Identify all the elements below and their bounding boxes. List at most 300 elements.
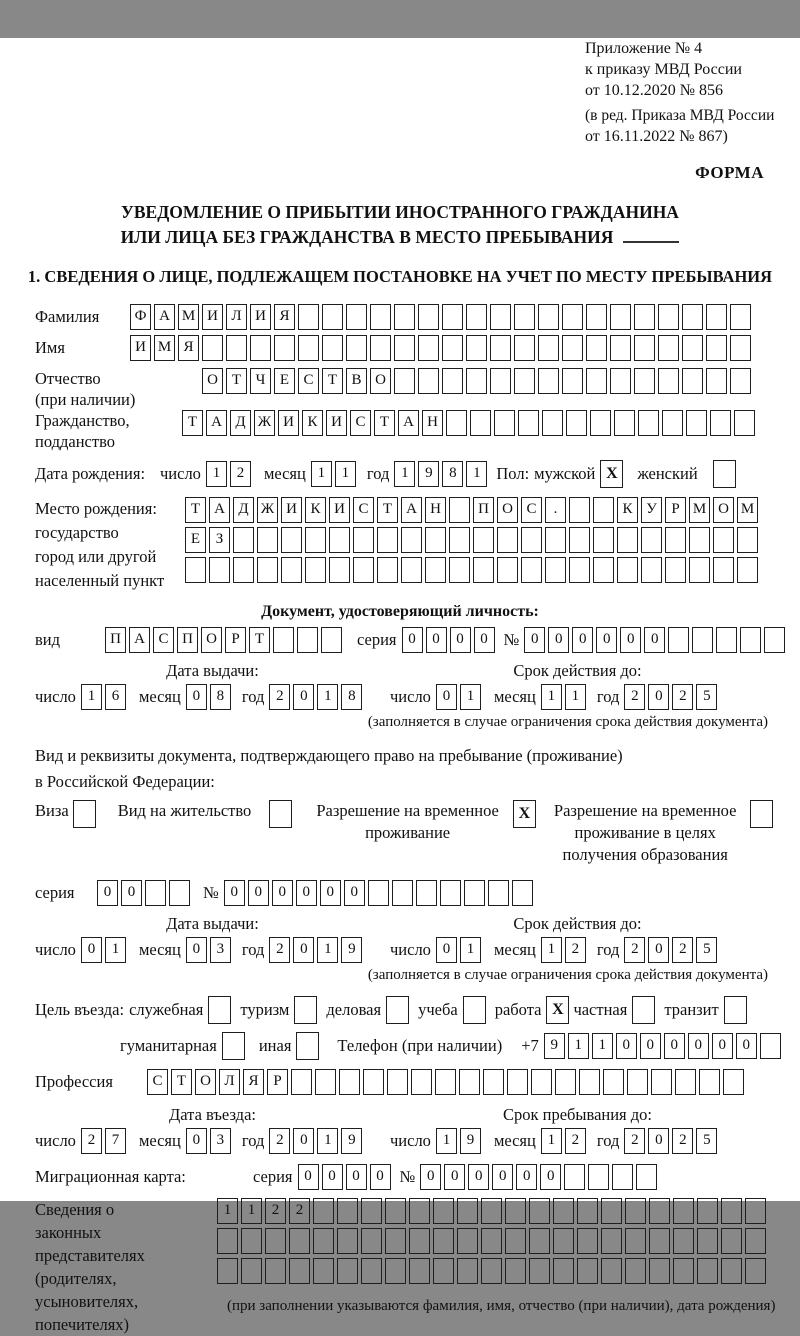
char-cell[interactable] xyxy=(538,335,559,361)
char-cell[interactable] xyxy=(697,1228,718,1254)
char-cell[interactable]: 2 xyxy=(265,1198,286,1224)
char-cell[interactable]: 0 xyxy=(712,1033,733,1059)
char-cell[interactable] xyxy=(518,410,539,436)
char-cell[interactable] xyxy=(433,1198,454,1224)
char-cell[interactable]: 1 xyxy=(206,461,227,487)
char-cell[interactable] xyxy=(586,368,607,394)
char-cell[interactable] xyxy=(169,880,190,906)
char-cell[interactable] xyxy=(337,1198,358,1224)
char-cell[interactable] xyxy=(353,527,374,553)
char-cell[interactable] xyxy=(457,1198,478,1224)
char-cell[interactable] xyxy=(586,304,607,330)
char-cell[interactable]: 2 xyxy=(289,1198,310,1224)
char-cell[interactable] xyxy=(507,1069,528,1095)
char-cell[interactable]: 1 xyxy=(541,684,562,710)
purpose-humanitarian-checkbox[interactable] xyxy=(222,1032,245,1060)
char-cell[interactable] xyxy=(760,1033,781,1059)
char-cell[interactable] xyxy=(706,368,727,394)
char-cell[interactable] xyxy=(673,1258,694,1284)
char-cell[interactable]: 0 xyxy=(272,880,293,906)
char-cell[interactable] xyxy=(634,304,655,330)
char-cell[interactable]: 0 xyxy=(81,937,102,963)
char-cell[interactable]: И xyxy=(329,497,350,523)
char-cell[interactable]: 1 xyxy=(217,1198,238,1224)
char-cell[interactable]: 0 xyxy=(468,1164,489,1190)
char-cell[interactable]: 0 xyxy=(186,684,207,710)
char-cell[interactable]: М xyxy=(154,335,175,361)
char-cell[interactable] xyxy=(446,410,467,436)
char-cell[interactable] xyxy=(721,1258,742,1284)
char-cell[interactable]: 2 xyxy=(624,1128,645,1154)
char-cell[interactable] xyxy=(625,1198,646,1224)
char-cell[interactable]: С xyxy=(153,627,174,653)
char-cell[interactable]: 1 xyxy=(317,1128,338,1154)
char-cell[interactable] xyxy=(361,1258,382,1284)
char-cell[interactable]: П xyxy=(177,627,198,653)
char-cell[interactable] xyxy=(370,335,391,361)
char-cell[interactable] xyxy=(305,557,326,583)
char-cell[interactable] xyxy=(394,335,415,361)
char-cell[interactable] xyxy=(649,1198,670,1224)
char-cell[interactable]: 0 xyxy=(298,1164,319,1190)
char-cell[interactable] xyxy=(409,1228,430,1254)
char-cell[interactable]: О xyxy=(195,1069,216,1095)
char-cell[interactable] xyxy=(699,1069,720,1095)
char-cell[interactable] xyxy=(497,527,518,553)
char-cell[interactable] xyxy=(649,1228,670,1254)
char-cell[interactable] xyxy=(481,1198,502,1224)
char-cell[interactable] xyxy=(658,335,679,361)
char-cell[interactable] xyxy=(682,335,703,361)
char-cell[interactable]: 0 xyxy=(293,684,314,710)
char-cell[interactable] xyxy=(233,557,254,583)
char-cell[interactable]: 8 xyxy=(210,684,231,710)
sex-male-checkbox[interactable]: X xyxy=(600,460,623,488)
char-cell[interactable]: 9 xyxy=(418,461,439,487)
char-cell[interactable] xyxy=(281,557,302,583)
char-cell[interactable]: 1 xyxy=(466,461,487,487)
char-cell[interactable] xyxy=(289,1258,310,1284)
char-cell[interactable] xyxy=(579,1069,600,1095)
char-cell[interactable]: Ч xyxy=(250,368,271,394)
char-cell[interactable]: 2 xyxy=(672,684,693,710)
char-cell[interactable] xyxy=(564,1164,585,1190)
char-cell[interactable] xyxy=(265,1228,286,1254)
char-cell[interactable] xyxy=(689,557,710,583)
char-cell[interactable] xyxy=(641,557,662,583)
char-cell[interactable]: И xyxy=(130,335,151,361)
char-cell[interactable]: А xyxy=(398,410,419,436)
char-cell[interactable]: 0 xyxy=(370,1164,391,1190)
char-cell[interactable]: О xyxy=(713,497,734,523)
char-cell[interactable] xyxy=(425,527,446,553)
char-cell[interactable]: А xyxy=(209,497,230,523)
char-cell[interactable]: 0 xyxy=(664,1033,685,1059)
char-cell[interactable]: 1 xyxy=(105,937,126,963)
char-cell[interactable] xyxy=(590,410,611,436)
char-cell[interactable] xyxy=(569,497,590,523)
char-cell[interactable] xyxy=(322,335,343,361)
char-cell[interactable]: 0 xyxy=(296,880,317,906)
char-cell[interactable] xyxy=(483,1069,504,1095)
char-cell[interactable]: Т xyxy=(249,627,270,653)
char-cell[interactable]: 0 xyxy=(548,627,569,653)
char-cell[interactable]: Л xyxy=(219,1069,240,1095)
char-cell[interactable]: 1 xyxy=(460,684,481,710)
char-cell[interactable] xyxy=(514,304,535,330)
temp-residence-edu-checkbox[interactable] xyxy=(750,800,773,828)
char-cell[interactable] xyxy=(298,304,319,330)
char-cell[interactable]: Т xyxy=(182,410,203,436)
char-cell[interactable]: И xyxy=(278,410,299,436)
char-cell[interactable]: А xyxy=(401,497,422,523)
char-cell[interactable] xyxy=(353,557,374,583)
char-cell[interactable] xyxy=(721,1198,742,1224)
char-cell[interactable]: 0 xyxy=(97,880,118,906)
char-cell[interactable]: 0 xyxy=(420,1164,441,1190)
char-cell[interactable]: 2 xyxy=(672,1128,693,1154)
char-cell[interactable]: С xyxy=(298,368,319,394)
char-cell[interactable] xyxy=(488,880,509,906)
char-cell[interactable] xyxy=(185,557,206,583)
char-cell[interactable]: З xyxy=(209,527,230,553)
char-cell[interactable] xyxy=(470,410,491,436)
char-cell[interactable]: 9 xyxy=(341,937,362,963)
char-cell[interactable]: Н xyxy=(422,410,443,436)
char-cell[interactable] xyxy=(473,527,494,553)
char-cell[interactable] xyxy=(233,527,254,553)
char-cell[interactable] xyxy=(321,627,342,653)
char-cell[interactable] xyxy=(730,335,751,361)
char-cell[interactable] xyxy=(566,410,587,436)
char-cell[interactable] xyxy=(339,1069,360,1095)
char-cell[interactable] xyxy=(505,1228,526,1254)
char-cell[interactable]: 0 xyxy=(474,627,495,653)
purpose-study-checkbox[interactable] xyxy=(463,996,486,1024)
char-cell[interactable]: 0 xyxy=(688,1033,709,1059)
char-cell[interactable] xyxy=(665,557,686,583)
char-cell[interactable] xyxy=(562,335,583,361)
char-cell[interactable] xyxy=(305,527,326,553)
char-cell[interactable] xyxy=(257,527,278,553)
char-cell[interactable]: 2 xyxy=(230,461,251,487)
temp-residence-checkbox[interactable]: X xyxy=(513,800,536,828)
char-cell[interactable] xyxy=(505,1258,526,1284)
char-cell[interactable] xyxy=(401,557,422,583)
char-cell[interactable] xyxy=(377,527,398,553)
char-cell[interactable]: 9 xyxy=(460,1128,481,1154)
char-cell[interactable]: 0 xyxy=(596,627,617,653)
char-cell[interactable] xyxy=(531,1069,552,1095)
char-cell[interactable] xyxy=(449,497,470,523)
char-cell[interactable] xyxy=(734,410,755,436)
char-cell[interactable] xyxy=(394,304,415,330)
char-cell[interactable] xyxy=(610,335,631,361)
char-cell[interactable]: 2 xyxy=(81,1128,102,1154)
char-cell[interactable] xyxy=(542,410,563,436)
char-cell[interactable] xyxy=(361,1228,382,1254)
char-cell[interactable] xyxy=(363,1069,384,1095)
char-cell[interactable] xyxy=(377,557,398,583)
char-cell[interactable] xyxy=(418,335,439,361)
char-cell[interactable] xyxy=(466,304,487,330)
char-cell[interactable] xyxy=(713,557,734,583)
char-cell[interactable]: 2 xyxy=(672,937,693,963)
char-cell[interactable] xyxy=(740,627,761,653)
char-cell[interactable] xyxy=(466,335,487,361)
char-cell[interactable] xyxy=(662,410,683,436)
purpose-work-checkbox[interactable]: X xyxy=(546,996,569,1024)
char-cell[interactable] xyxy=(730,368,751,394)
char-cell[interactable] xyxy=(682,304,703,330)
char-cell[interactable] xyxy=(697,1258,718,1284)
char-cell[interactable] xyxy=(457,1258,478,1284)
char-cell[interactable] xyxy=(553,1198,574,1224)
char-cell[interactable] xyxy=(512,880,533,906)
char-cell[interactable]: Т xyxy=(226,368,247,394)
char-cell[interactable] xyxy=(673,1228,694,1254)
char-cell[interactable] xyxy=(442,368,463,394)
char-cell[interactable] xyxy=(385,1198,406,1224)
char-cell[interactable]: 3 xyxy=(210,937,231,963)
char-cell[interactable] xyxy=(473,557,494,583)
char-cell[interactable] xyxy=(329,527,350,553)
char-cell[interactable] xyxy=(449,557,470,583)
char-cell[interactable]: И xyxy=(281,497,302,523)
char-cell[interactable] xyxy=(241,1228,262,1254)
char-cell[interactable] xyxy=(385,1228,406,1254)
visa-checkbox[interactable] xyxy=(73,800,96,828)
char-cell[interactable]: 2 xyxy=(269,937,290,963)
char-cell[interactable] xyxy=(562,304,583,330)
char-cell[interactable] xyxy=(713,527,734,553)
char-cell[interactable] xyxy=(649,1258,670,1284)
char-cell[interactable] xyxy=(668,627,689,653)
char-cell[interactable]: Т xyxy=(322,368,343,394)
char-cell[interactable]: 1 xyxy=(317,937,338,963)
char-cell[interactable] xyxy=(745,1198,766,1224)
char-cell[interactable]: Т xyxy=(374,410,395,436)
char-cell[interactable]: А xyxy=(129,627,150,653)
char-cell[interactable]: 0 xyxy=(648,1128,669,1154)
char-cell[interactable]: 0 xyxy=(322,1164,343,1190)
char-cell[interactable] xyxy=(529,1228,550,1254)
char-cell[interactable] xyxy=(217,1228,238,1254)
char-cell[interactable] xyxy=(658,368,679,394)
char-cell[interactable]: 0 xyxy=(121,880,142,906)
char-cell[interactable] xyxy=(346,335,367,361)
char-cell[interactable]: 8 xyxy=(341,684,362,710)
char-cell[interactable] xyxy=(545,527,566,553)
char-cell[interactable]: 0 xyxy=(344,880,365,906)
char-cell[interactable]: 2 xyxy=(269,1128,290,1154)
char-cell[interactable] xyxy=(425,557,446,583)
char-cell[interactable] xyxy=(593,497,614,523)
char-cell[interactable] xyxy=(274,335,295,361)
char-cell[interactable]: П xyxy=(105,627,126,653)
char-cell[interactable] xyxy=(368,880,389,906)
char-cell[interactable] xyxy=(601,1228,622,1254)
char-cell[interactable]: 0 xyxy=(224,880,245,906)
char-cell[interactable] xyxy=(553,1258,574,1284)
char-cell[interactable] xyxy=(387,1069,408,1095)
char-cell[interactable]: 1 xyxy=(394,461,415,487)
char-cell[interactable] xyxy=(217,1258,238,1284)
char-cell[interactable]: 2 xyxy=(624,937,645,963)
char-cell[interactable] xyxy=(490,335,511,361)
char-cell[interactable]: О xyxy=(202,368,223,394)
title-blank-underline[interactable] xyxy=(623,227,679,243)
char-cell[interactable] xyxy=(601,1198,622,1224)
char-cell[interactable]: И xyxy=(326,410,347,436)
char-cell[interactable] xyxy=(433,1258,454,1284)
char-cell[interactable] xyxy=(588,1164,609,1190)
char-cell[interactable]: 0 xyxy=(540,1164,561,1190)
char-cell[interactable]: И xyxy=(202,304,223,330)
char-cell[interactable]: 3 xyxy=(210,1128,231,1154)
sex-female-checkbox[interactable] xyxy=(713,460,736,488)
char-cell[interactable]: Е xyxy=(274,368,295,394)
char-cell[interactable]: Т xyxy=(185,497,206,523)
char-cell[interactable] xyxy=(291,1069,312,1095)
char-cell[interactable]: 1 xyxy=(311,461,332,487)
char-cell[interactable]: Д xyxy=(230,410,251,436)
char-cell[interactable] xyxy=(625,1258,646,1284)
char-cell[interactable] xyxy=(617,527,638,553)
char-cell[interactable] xyxy=(641,527,662,553)
char-cell[interactable] xyxy=(603,1069,624,1095)
char-cell[interactable]: 0 xyxy=(524,627,545,653)
char-cell[interactable] xyxy=(538,368,559,394)
char-cell[interactable]: О xyxy=(370,368,391,394)
char-cell[interactable] xyxy=(297,627,318,653)
char-cell[interactable] xyxy=(481,1258,502,1284)
char-cell[interactable] xyxy=(529,1258,550,1284)
purpose-private-checkbox[interactable] xyxy=(632,996,655,1024)
char-cell[interactable]: Р xyxy=(267,1069,288,1095)
char-cell[interactable] xyxy=(241,1258,262,1284)
char-cell[interactable]: 1 xyxy=(592,1033,613,1059)
char-cell[interactable]: 0 xyxy=(648,937,669,963)
char-cell[interactable]: Д xyxy=(233,497,254,523)
char-cell[interactable] xyxy=(449,527,470,553)
char-cell[interactable] xyxy=(466,368,487,394)
char-cell[interactable] xyxy=(689,527,710,553)
char-cell[interactable]: 2 xyxy=(565,1128,586,1154)
char-cell[interactable] xyxy=(682,368,703,394)
char-cell[interactable]: 8 xyxy=(442,461,463,487)
char-cell[interactable]: 1 xyxy=(460,937,481,963)
char-cell[interactable] xyxy=(697,1198,718,1224)
char-cell[interactable] xyxy=(593,527,614,553)
char-cell[interactable] xyxy=(435,1069,456,1095)
char-cell[interactable]: Р xyxy=(225,627,246,653)
char-cell[interactable] xyxy=(586,335,607,361)
char-cell[interactable] xyxy=(257,557,278,583)
char-cell[interactable] xyxy=(706,304,727,330)
char-cell[interactable] xyxy=(298,335,319,361)
char-cell[interactable] xyxy=(638,410,659,436)
char-cell[interactable] xyxy=(459,1069,480,1095)
char-cell[interactable] xyxy=(265,1258,286,1284)
char-cell[interactable] xyxy=(692,627,713,653)
char-cell[interactable] xyxy=(273,627,294,653)
char-cell[interactable] xyxy=(577,1258,598,1284)
char-cell[interactable]: 0 xyxy=(293,1128,314,1154)
char-cell[interactable]: В xyxy=(346,368,367,394)
char-cell[interactable] xyxy=(627,1069,648,1095)
char-cell[interactable] xyxy=(745,1228,766,1254)
char-cell[interactable] xyxy=(209,557,230,583)
char-cell[interactable] xyxy=(250,335,271,361)
char-cell[interactable]: 1 xyxy=(541,937,562,963)
char-cell[interactable] xyxy=(610,368,631,394)
char-cell[interactable] xyxy=(411,1069,432,1095)
char-cell[interactable]: 1 xyxy=(565,684,586,710)
char-cell[interactable]: 0 xyxy=(640,1033,661,1059)
char-cell[interactable] xyxy=(569,557,590,583)
purpose-tourism-checkbox[interactable] xyxy=(294,996,317,1024)
char-cell[interactable] xyxy=(313,1198,334,1224)
char-cell[interactable] xyxy=(521,557,542,583)
char-cell[interactable]: Т xyxy=(377,497,398,523)
char-cell[interactable] xyxy=(636,1164,657,1190)
purpose-other-checkbox[interactable] xyxy=(296,1032,319,1060)
char-cell[interactable]: П xyxy=(473,497,494,523)
char-cell[interactable]: 0 xyxy=(402,627,423,653)
char-cell[interactable]: 2 xyxy=(269,684,290,710)
char-cell[interactable] xyxy=(385,1258,406,1284)
char-cell[interactable]: 0 xyxy=(426,627,447,653)
char-cell[interactable]: Ф xyxy=(130,304,151,330)
char-cell[interactable] xyxy=(490,368,511,394)
char-cell[interactable]: 7 xyxy=(105,1128,126,1154)
char-cell[interactable] xyxy=(392,880,413,906)
char-cell[interactable]: 0 xyxy=(648,684,669,710)
char-cell[interactable]: С xyxy=(147,1069,168,1095)
char-cell[interactable]: 0 xyxy=(293,937,314,963)
char-cell[interactable]: 2 xyxy=(624,684,645,710)
char-cell[interactable] xyxy=(764,627,785,653)
char-cell[interactable] xyxy=(610,304,631,330)
char-cell[interactable] xyxy=(614,410,635,436)
char-cell[interactable] xyxy=(409,1198,430,1224)
char-cell[interactable]: И xyxy=(250,304,271,330)
char-cell[interactable]: 0 xyxy=(346,1164,367,1190)
char-cell[interactable] xyxy=(505,1198,526,1224)
purpose-business-checkbox[interactable] xyxy=(386,996,409,1024)
char-cell[interactable]: Т xyxy=(171,1069,192,1095)
char-cell[interactable]: 0 xyxy=(444,1164,465,1190)
char-cell[interactable]: М xyxy=(689,497,710,523)
char-cell[interactable]: 0 xyxy=(736,1033,757,1059)
char-cell[interactable]: 1 xyxy=(241,1198,262,1224)
char-cell[interactable]: 5 xyxy=(696,1128,717,1154)
char-cell[interactable] xyxy=(625,1228,646,1254)
char-cell[interactable] xyxy=(538,304,559,330)
char-cell[interactable]: Л xyxy=(226,304,247,330)
char-cell[interactable]: 0 xyxy=(492,1164,513,1190)
char-cell[interactable]: 0 xyxy=(186,1128,207,1154)
char-cell[interactable] xyxy=(529,1198,550,1224)
char-cell[interactable] xyxy=(313,1258,334,1284)
char-cell[interactable]: Ж xyxy=(257,497,278,523)
char-cell[interactable]: О xyxy=(201,627,222,653)
char-cell[interactable]: 0 xyxy=(516,1164,537,1190)
char-cell[interactable] xyxy=(710,410,731,436)
char-cell[interactable] xyxy=(675,1069,696,1095)
char-cell[interactable]: 0 xyxy=(436,937,457,963)
